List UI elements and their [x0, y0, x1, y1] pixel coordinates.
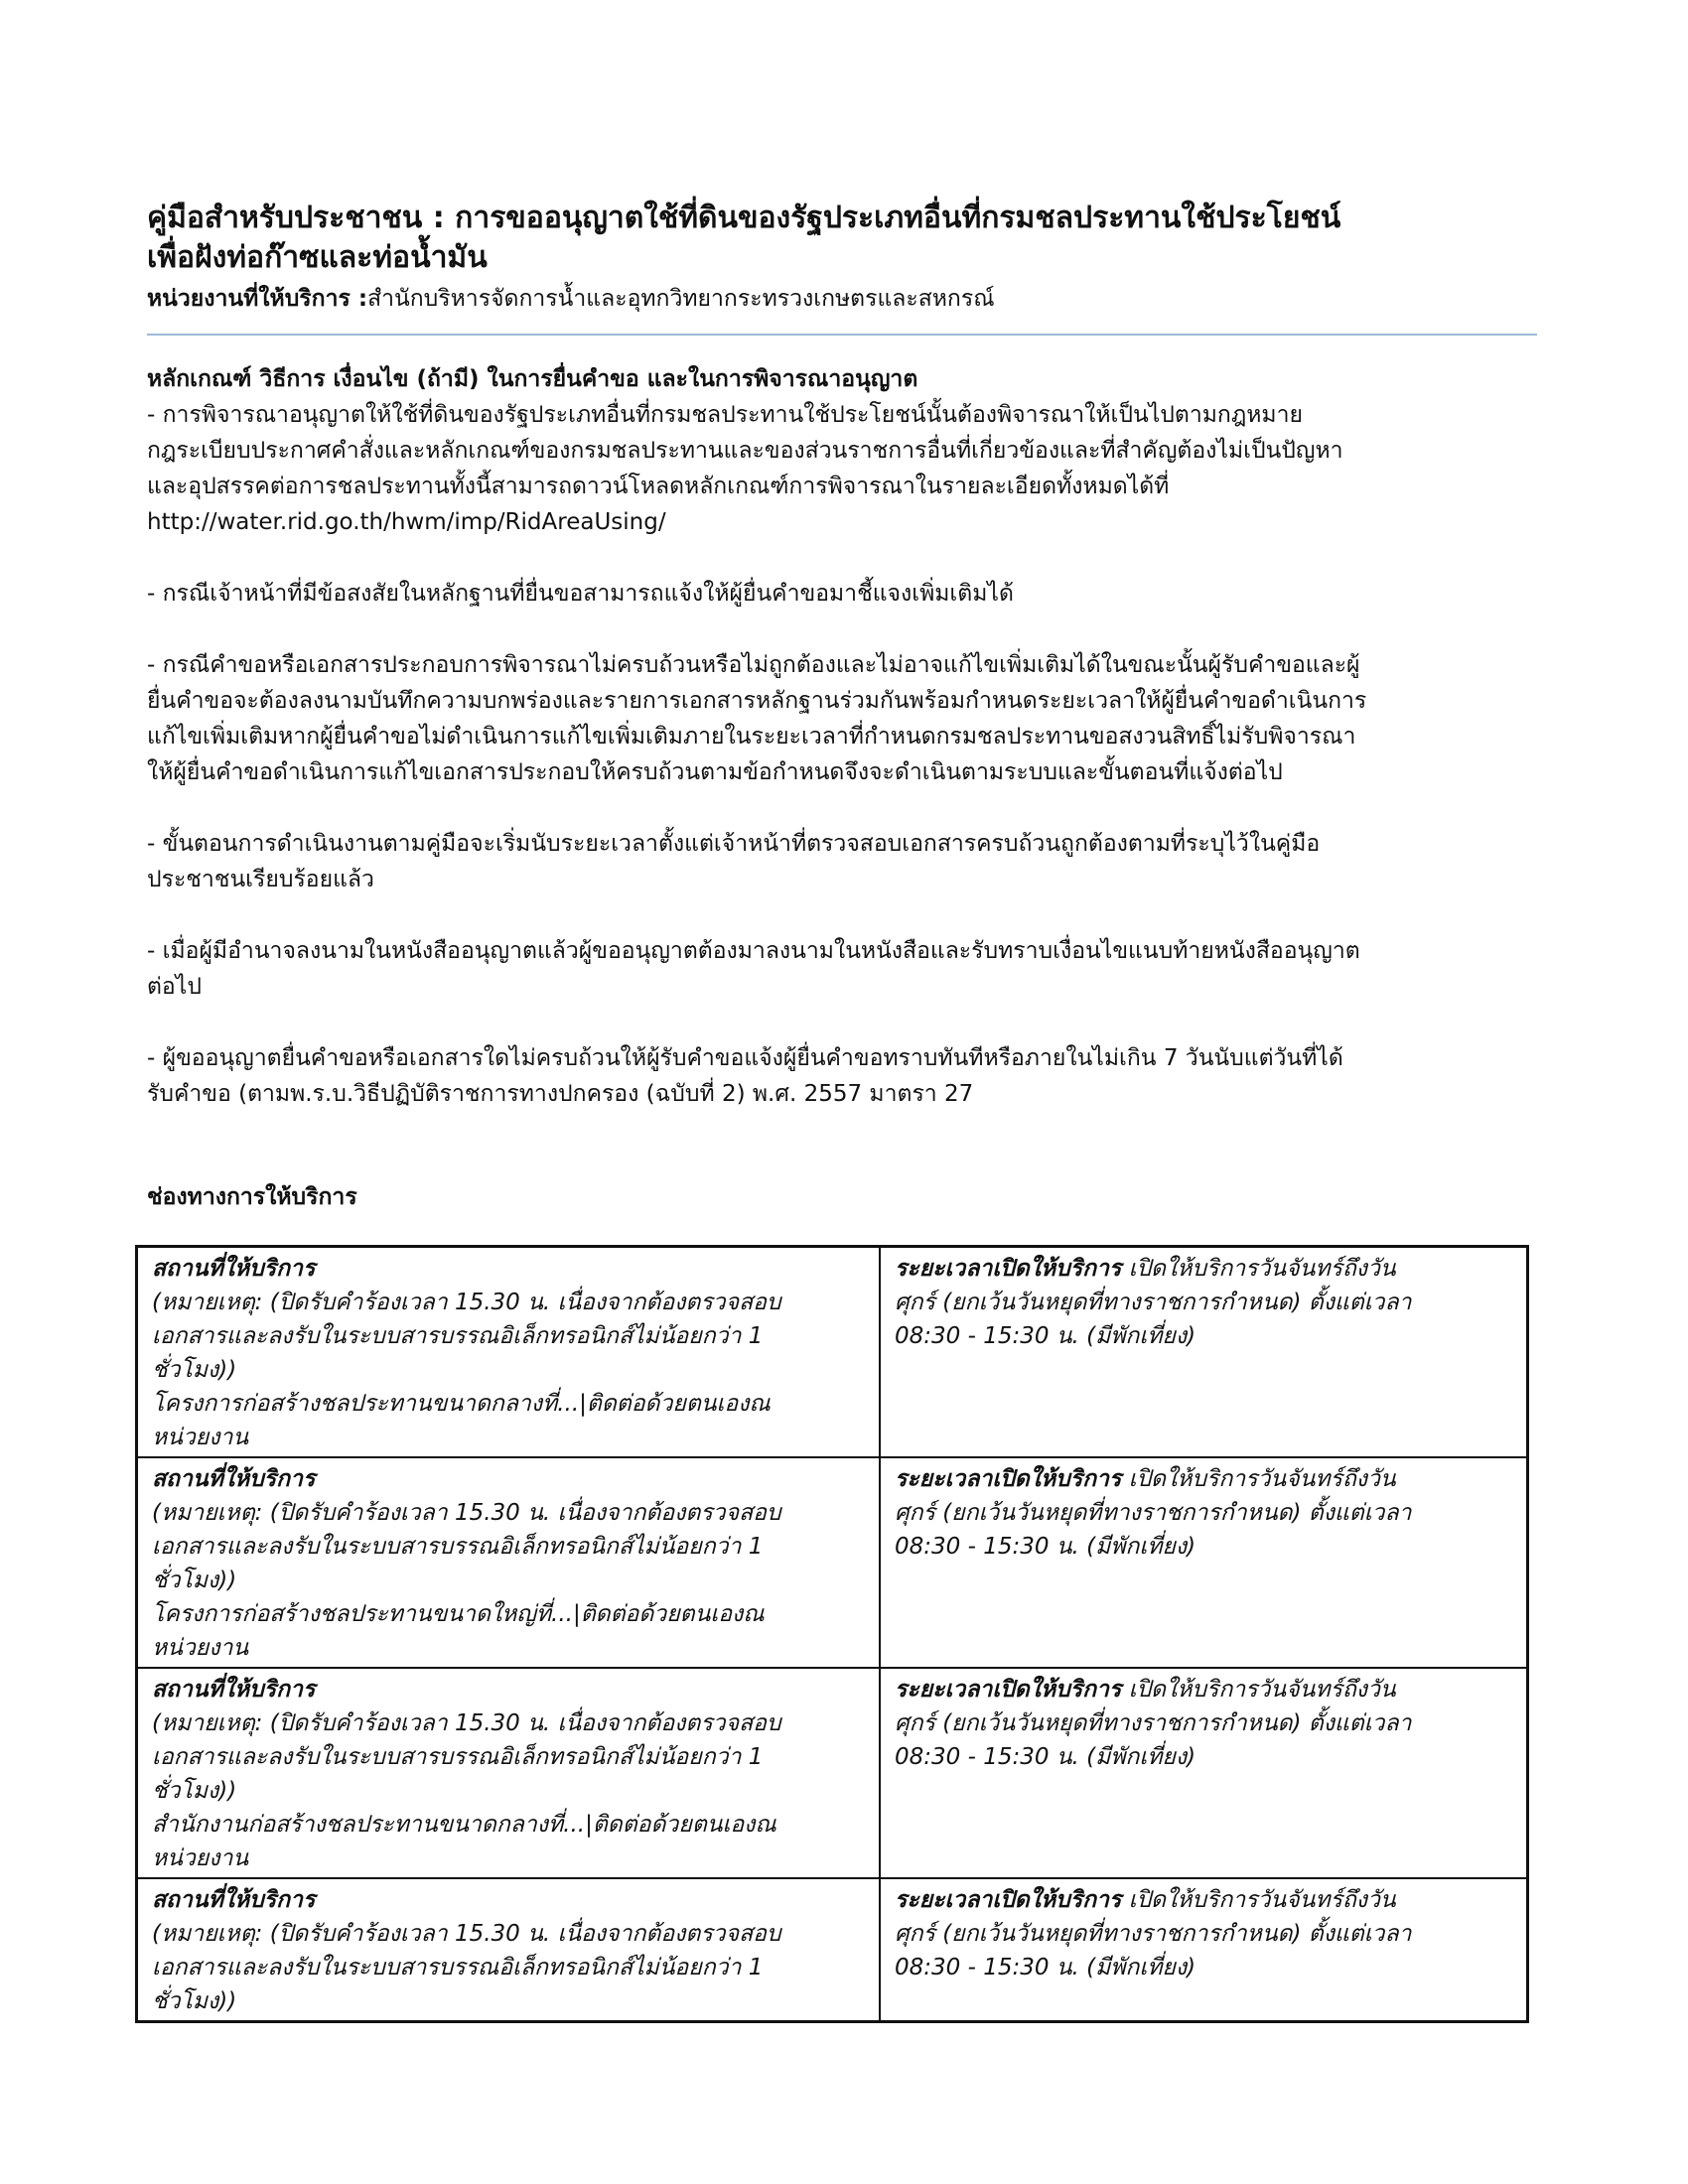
criteria-link[interactable]: http://water.rid.go.th/hwm/imp/RidAreaUsing/ — [147, 509, 666, 535]
note-line: ชั่วโมง)) — [152, 1568, 237, 1593]
service-hours-cell — [881, 1879, 1526, 2020]
paragraph-line: - การพิจารณาอนุญาตให้ใช้ที่ดินของรัฐประเภทอื่นที่กรมชลประทานใช้ประโยชน์นั้นต้องพิจารณาให้เป็นไปตามกฎหมาย — [147, 402, 1303, 428]
hours-text: เปิดให้บริการวันจันทร์ถึงวัน — [1121, 1466, 1396, 1492]
paragraph-line: รับคำขอ (ตามพ.ร.บ.วิธีปฏิบัติราชการทางปกครอง (ฉบับที่ 2) พ.ศ. 2557 มาตรา 27 — [147, 1081, 974, 1107]
service-place-cell — [138, 1879, 881, 2020]
channels-heading: ช่องทางการให้บริการ — [147, 1184, 357, 1210]
hours-line: 08:30 - 15:30 น. (มีพักเที่ยง) — [895, 1534, 1196, 1560]
paragraph-line: - ผู้ขออนุญาตยื่นคำขอหรือเอกสารใดไม่ครบถ้วนให้ผู้รับคำขอแจ้งผู้ยื่นคำขอทราบทันทีหรือภายในไม่เกิน 7 วันนับแต่วันที่ได้ — [147, 1045, 1343, 1071]
service-hours-cell — [881, 1248, 1526, 1456]
table-row — [138, 1248, 1526, 1456]
criteria-paragraph — [147, 826, 1517, 897]
paragraph-line: แก้ไขเพิ่มเติมหากผู้ยื่นคำขอไม่ดำเนินการแก้ไขเพิ่มเติมภายในระยะเวลาที่กำหนดกรมชลประทานขอสงวนสิทธิ์ไม่รับพิจารณา — [147, 724, 1356, 750]
paragraph-line: ยื่นคำขอจะต้องลงนามบันทึกความบกพร่องและรายการเอกสารหลักฐานร่วมกันพร้อมกำหนดระยะเวลาให้ผู้ยื่นคำขอดำเนินการ — [147, 688, 1367, 714]
place-line: หน่วยงาน — [152, 1845, 249, 1871]
note-line: ชั่วโมง)) — [152, 1357, 237, 1383]
note-line: (หมายเหตุ: (ปิดรับคำร้องเวลา 15.30 น. เนื่องจากต้องตรวจสอบ — [152, 1500, 781, 1526]
place-label: สถานที่ให้บริการ — [152, 1677, 316, 1703]
paragraph-line: และอุปสรรคต่อการชลประทานทั้งนี้สามารถดาวน์โหลดหลักเกณฑ์การพิจารณาในรายละเอียดทั้งหมดได้ที่ — [147, 474, 1170, 499]
service-place-cell — [138, 1248, 881, 1456]
hours-line: ศุกร์ (ยกเว้นวันหยุดที่ทางราชการกำหนด) ตั้งแต่เวลา — [895, 1710, 1412, 1736]
paragraph-line: กฎระเบียบประกาศคำสั่งและหลักเกณฑ์ของกรมชลประทานและของส่วนราชการอื่นที่เกี่ยวข้องและที่สำคัญต้องไม่เป็นปัญหา — [147, 438, 1343, 464]
hours-line: 08:30 - 15:30 น. (มีพักเที่ยง) — [895, 1955, 1196, 1980]
hours-text: เปิดให้บริการวันจันทร์ถึงวัน — [1121, 1677, 1396, 1703]
title-line: เพื่อฝังท่อก๊าซและท่อน้ำมัน — [147, 240, 488, 275]
table-row — [138, 1456, 1526, 1667]
note-line: (หมายเหตุ: (ปิดรับคำร้องเวลา 15.30 น. เนื่องจากต้องตรวจสอบ — [152, 1710, 781, 1736]
criteria-paragraph — [147, 397, 1517, 540]
hours-line: ศุกร์ (ยกเว้นวันหยุดที่ทางราชการกำหนด) ตั้งแต่เวลา — [895, 1290, 1412, 1315]
place-line: โครงการก่อสร้างชลประทานขนาดกลางที่...|ติดต่อด้วยตนเองณ — [152, 1391, 771, 1417]
hours-label: ระยะเวลาเปิดให้บริการ — [895, 1466, 1122, 1492]
criteria-heading: หลักเกณฑ์ วิธีการ เงื่อนไข (ถ้ามี) ในการยื่นคำขอ และในการพิจารณาอนุญาต — [147, 366, 918, 392]
service-place-cell — [138, 1669, 881, 1877]
note-line: เอกสารและลงรับในระบบสารบรรณอิเล็กทรอนิกส์ไม่น้อยกว่า 1 — [152, 1323, 764, 1349]
hours-label: ระยะเวลาเปิดให้บริการ — [895, 1677, 1122, 1703]
hours-text: เปิดให้บริการวันจันทร์ถึงวัน — [1121, 1256, 1396, 1282]
place-label: สถานที่ให้บริการ — [152, 1256, 316, 1282]
paragraph-line: - เมื่อผู้มีอำนาจลงนามในหนังสืออนุญาตแล้วผู้ขออนุญาตต้องมาลงนามในหนังสือและรับทราบเงื่อนไขแนบท้ายหนังสืออนุญาต — [147, 938, 1360, 964]
place-label: สถานที่ให้บริการ — [152, 1466, 316, 1492]
table-row — [138, 1877, 1526, 2020]
place-line: หน่วยงาน — [152, 1635, 249, 1661]
paragraph-line: - กรณีเจ้าหน้าที่มีข้อสงสัยในหลักฐานที่ยื่นขอสามารถแจ้งให้ผู้ยื่นคำขอมาชี้แจงเพิ่มเติมได้ — [147, 581, 1014, 607]
note-line: ชั่วโมง)) — [152, 1778, 237, 1804]
hours-first-line — [895, 1673, 1516, 1706]
paragraph-line: - กรณีคำขอหรือเอกสารประกอบการพิจารณาไม่ครบถ้วนหรือไม่ถูกต้องและไม่อาจแก้ไขเพิ่มเติมได้ในขณะนั้นผู้รับคำขอและผู้ — [147, 652, 1360, 678]
place-line: สำนักงานก่อสร้างชลประทานขนาดกลางที่...|ติดต่อด้วยตนเองณ — [152, 1812, 776, 1838]
paragraph-line: ประชาชนเรียบร้อยแล้ว — [147, 867, 374, 892]
hours-first-line — [895, 1883, 1516, 1917]
hours-line: ศุกร์ (ยกเว้นวันหยุดที่ทางราชการกำหนด) ตั้งแต่เวลา — [895, 1500, 1412, 1526]
document-title — [147, 199, 1517, 278]
place-line: หน่วยงาน — [152, 1425, 249, 1450]
place-line: โครงการก่อสร้างชลประทานขนาดใหญ่ที่...|ติดต่อด้วยตนเองณ — [152, 1601, 765, 1627]
agency-value: สำนักบริหารจัดการน้ำและอุทกวิทยากระทรวงเกษตรและสหกรณ์ — [367, 286, 995, 312]
note-line: (หมายเหตุ: (ปิดรับคำร้องเวลา 15.30 น. เนื่องจากต้องตรวจสอบ — [152, 1290, 781, 1315]
criteria-paragraph — [147, 647, 1517, 790]
note-line: เอกสารและลงรับในระบบสารบรรณอิเล็กทรอนิกส์ไม่น้อยกว่า 1 — [152, 1744, 764, 1770]
place-label: สถานที่ให้บริการ — [152, 1887, 316, 1913]
service-place-cell — [138, 1458, 881, 1667]
title-line: คู่มือสำหรับประชาชน : การขออนุญาตใช้ที่ดินของรัฐประเภทอื่นที่กรมชลประทานใช้ประโยชน์ — [147, 201, 1341, 235]
note-line: เอกสารและลงรับในระบบสารบรรณอิเล็กทรอนิกส์ไม่น้อยกว่า 1 — [152, 1534, 764, 1560]
agency-label: หน่วยงานที่ให้บริการ : — [147, 286, 368, 312]
hours-line: ศุกร์ (ยกเว้นวันหยุดที่ทางราชการกำหนด) ตั้งแต่เวลา — [895, 1921, 1412, 1947]
criteria-paragraph — [147, 576, 1517, 612]
document-page — [147, 199, 1517, 1215]
service-hours-cell — [881, 1669, 1526, 1877]
hours-label: ระยะเวลาเปิดให้บริการ — [895, 1887, 1122, 1913]
agency-line — [147, 282, 1517, 316]
hours-text: เปิดให้บริการวันจันทร์ถึงวัน — [1121, 1887, 1396, 1913]
service-hours-cell — [881, 1458, 1526, 1667]
hours-label: ระยะเวลาเปิดให้บริการ — [895, 1256, 1122, 1282]
paragraph-line: ต่อไป — [147, 974, 202, 1000]
table-row — [138, 1667, 1526, 1877]
header-divider — [147, 334, 1537, 336]
paragraph-line: ให้ผู้ยื่นคำขอดำเนินการแก้ไขเอกสารประกอบให้ครบถ้วนตามข้อกำหนดจึงจะดำเนินตามระบบและขั้นตอนที่แจ้งต่อไป — [147, 759, 1283, 785]
service-channels-table — [135, 1245, 1529, 2023]
hours-line: 08:30 - 15:30 น. (มีพักเที่ยง) — [895, 1744, 1196, 1770]
note-line: (หมายเหตุ: (ปิดรับคำร้องเวลา 15.30 น. เนื่องจากต้องตรวจสอบ — [152, 1921, 781, 1947]
hours-line: 08:30 - 15:30 น. (มีพักเที่ยง) — [895, 1323, 1196, 1349]
hours-first-line — [895, 1462, 1516, 1496]
note-line: เอกสารและลงรับในระบบสารบรรณอิเล็กทรอนิกส์ไม่น้อยกว่า 1 — [152, 1955, 764, 1980]
criteria-paragraph — [147, 933, 1517, 1005]
paragraph-line: - ขั้นตอนการดำเนินงานตามคู่มือจะเริ่มนับระยะเวลาตั้งแต่เจ้าหน้าที่ตรวจสอบเอกสารครบถ้วนถูกต้องตามที่ระบุไว้ในคู่มือ — [147, 831, 1321, 857]
criteria-paragraph — [147, 1040, 1517, 1112]
note-line: ชั่วโมง)) — [152, 1988, 237, 2014]
hours-first-line — [895, 1252, 1516, 1286]
